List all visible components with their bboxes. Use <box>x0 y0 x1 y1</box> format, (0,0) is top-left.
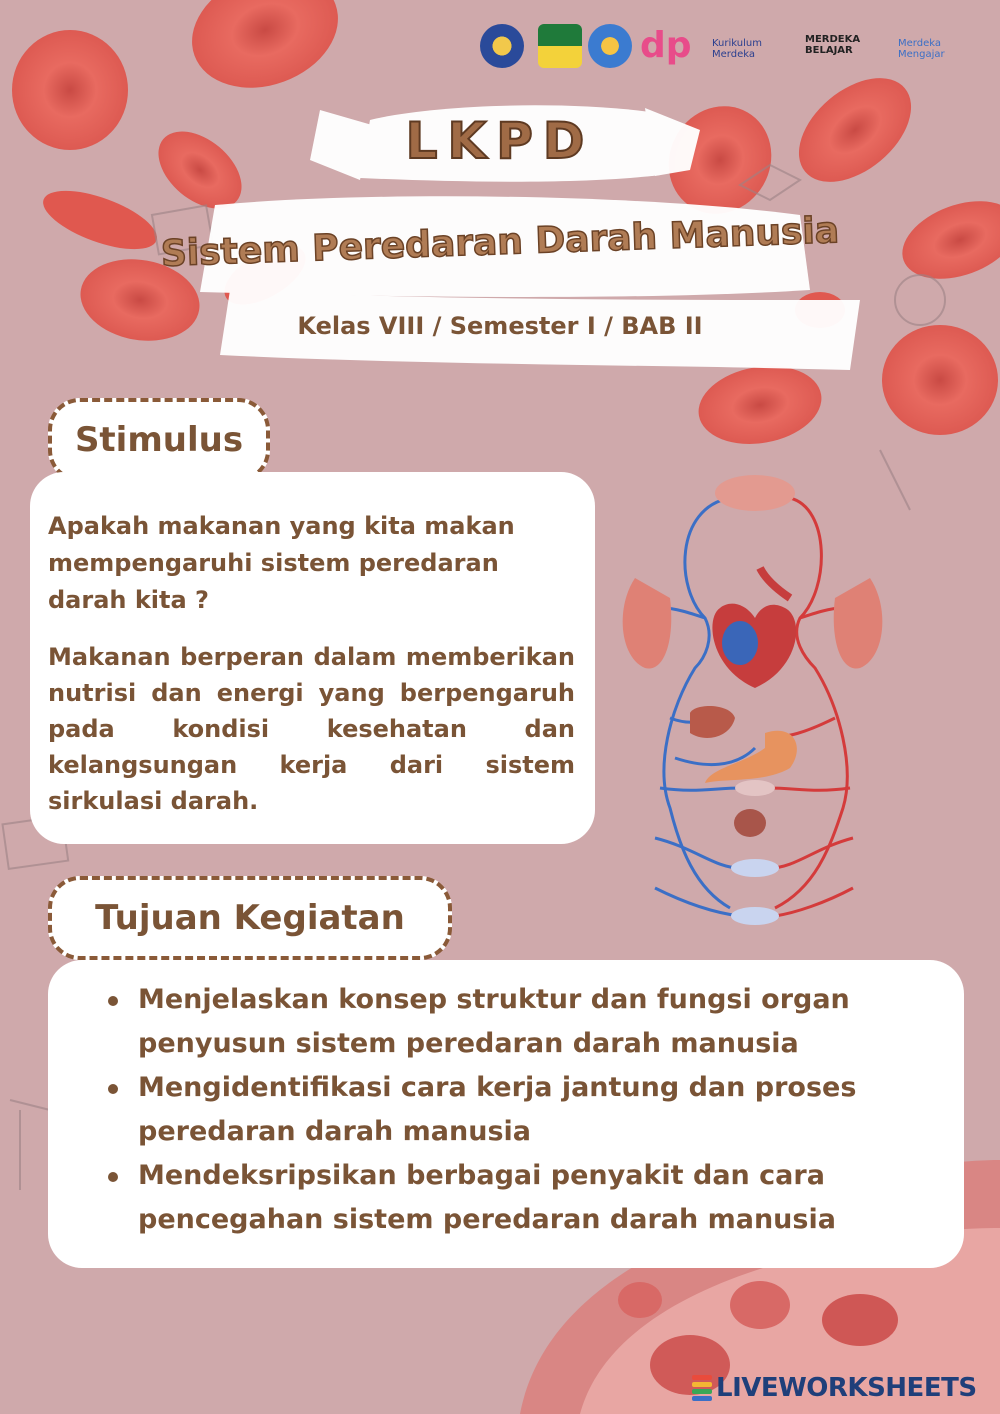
tujuan-heading: Tujuan Kegiatan <box>48 876 452 960</box>
page-title: Sistem Peredaran Darah Manusia <box>160 210 840 275</box>
liveworksheets-icon <box>692 1374 712 1402</box>
class-info: Kelas VIII / Semester I / BAB II <box>297 312 703 340</box>
liveworksheets-brand[interactable] <box>692 1370 992 1406</box>
kurikulum-merdeka-logo: Kurikulum Merdeka <box>712 38 762 60</box>
liveworksheets-label: LIVEWORKSHEETS <box>716 1373 977 1403</box>
merdeka-mengajar-logo: Merdeka Mengajar <box>898 38 945 60</box>
goal-list <box>108 978 924 1242</box>
circulatory-system-diagram <box>615 468 895 948</box>
smp-negeri-cipanas-logo <box>480 24 524 68</box>
goal-item: Mengidentifikasi cara kerja jantung dan proses peredaran darah manusia <box>128 1066 924 1154</box>
dp-logo: dp <box>640 25 692 66</box>
stimulus-heading: Stimulus <box>48 398 270 482</box>
stimulus-card <box>30 472 595 844</box>
stimulus-question: Apakah makanan yang kita makan mempengaruhi sistem peredaran darah kita ? <box>48 512 515 614</box>
goal-item: Menjelaskan konsep struktur dan fungsi organ penyusun sistem peredaran darah manusia <box>128 978 924 1066</box>
partner-logos <box>480 18 960 74</box>
cianjur-regency-logo <box>538 24 582 68</box>
goal-item: Mendeksripsikan berbagai penyakit dan cara pencegahan sistem peredaran darah manusia <box>128 1154 924 1242</box>
merdeka-belajar-logo: MERDEKA BELAJAR <box>805 34 861 56</box>
tujuan-card <box>48 960 964 1268</box>
stimulus-answer: Makanan berperan dalam memberikan nutrisi dan energi yang berpengaruh pada kondisi kesehatan dan kelangsungan kerja dari sistem sirkulasi darah. <box>48 643 575 815</box>
tut-wuri-handayani-logo <box>588 24 632 68</box>
worksheet-label: LKPD <box>405 112 595 170</box>
